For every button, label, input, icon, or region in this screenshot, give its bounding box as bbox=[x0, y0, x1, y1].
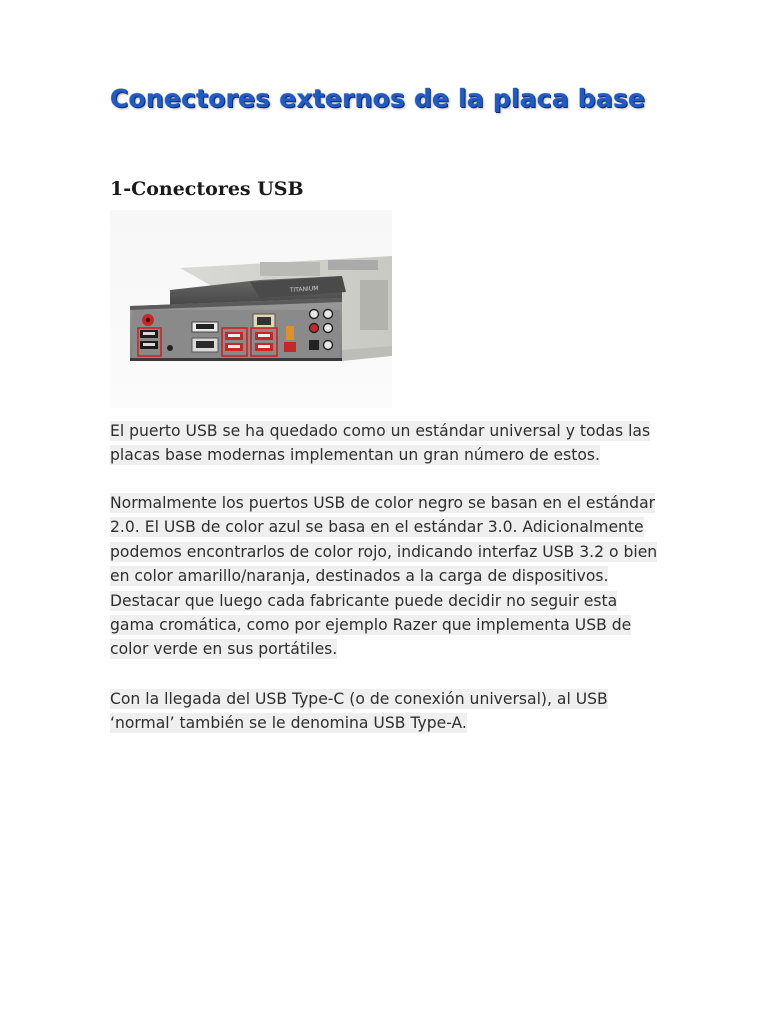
paragraph-text: El puerto USB se ha quedado como un estándar universal y todas las placas base modernas implementan un gran número de estos. bbox=[110, 422, 651, 465]
motherboard-io-panel-image bbox=[110, 210, 392, 408]
paragraph-usb-colors bbox=[110, 491, 658, 662]
paragraph-text: Normalmente los puertos USB de color negro se basan en el estándar 2.0. El USB de color azul se basa en el estándar 3.0. Adicionalmente podemos encontrarlos de color rojo, indicando interfaz USB 3.2 o bien en color amarillo/naranja, destinados a la carga de dispositivos. Destacar que luego cada fabricante puede decidir no seguir esta gama cromática, como por ejemplo Razer que implementa USB de color verde en sus portátiles. bbox=[110, 494, 658, 659]
paragraph-text: Con la llegada del USB Type-C (o de conexión universal), al USB ‘normal’ también se le denomina USB Type-A. bbox=[110, 690, 608, 733]
paragraph-usb-universal bbox=[110, 419, 658, 468]
section-heading: 1-Conectores USB bbox=[110, 178, 304, 200]
svg-text:TITANIUM: TITANIUM bbox=[289, 285, 319, 294]
paragraph-usb-type-c bbox=[110, 687, 658, 736]
document-title: Conectores externos de la placa base bbox=[110, 84, 646, 113]
